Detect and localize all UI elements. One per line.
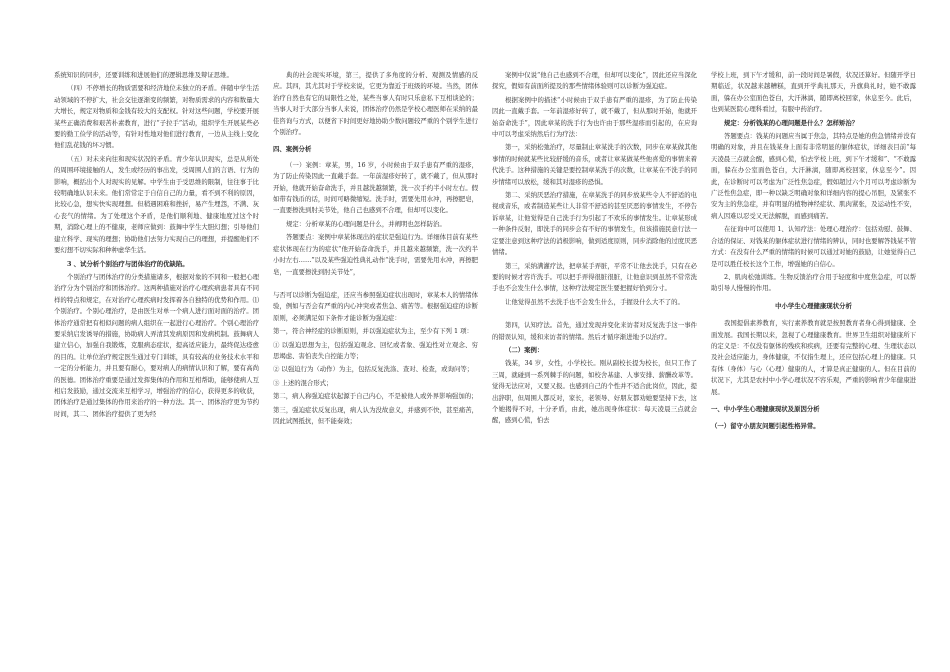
paragraph: 与否可以诊断为强迫症，还应当参照强迫症状出现时，章某本人的情绪体验，例如与否会有严重的内心冲突或者焦急、痛苦等。根据强迫症的诊断原则，必须满足如下条件才能诊断为强迫症： xyxy=(273,290,478,322)
paragraph: 规定：分析钱某的心理问题是什么？怎样矫治？ xyxy=(724,118,859,127)
column-3 xyxy=(492,70,697,632)
paragraph: ③ 上述的混合形式； xyxy=(273,378,333,387)
column-2 xyxy=(273,70,478,632)
paragraph: ② 以强迫行为（动作）为主，包括反复洗涤、查对、检查，或询问等； xyxy=(273,365,474,374)
column-container xyxy=(54,70,930,632)
section-heading: （一）留守小朋友问题引起性格异常。 xyxy=(711,422,820,431)
paragraph: （五）对未来向往和现实状况的矛盾。青少年认识现实，总是从所处的周围环境接触的人，发生或经历的事出发，受周围人们的言语、行为的影响，概括出个人对现实的见解。中学生由于受思维的限制，往往事于比较明确地认识未来。他们常常定于自信自己的力量，看不到不利的原因，比较心急，想实快实现理想。但稍遇困难和挫折，易产生埋怨，不满、灰心丧气的情绪。为了处理这个矛盾，是他们顺利地、健康地度过这个时期，消除心理上的不健康，老师应做到：鼓舞中学生大胆幻想；引导他们建立科学、现实的理想；协助他们去努力实现自己的理想，并提醒他们不要幻想不切实际和种种虚华生活。 xyxy=(54,154,259,255)
paragraph: 第二，病人称强迫症状起源于自己内心，不是被他人或外界影响强加的； xyxy=(273,392,478,401)
paragraph: 让他觉得虽然不去洗手也不会发生什么，手握设什么大不了的。 xyxy=(505,297,684,306)
paragraph: 钱某，34 岁，女性，小学校长。刚从副校长提为校长，但只工作了三周，就碰到一系列棘手的问题，如校舍基建、人事安排、薪酬改革等。觉得无法应对，又要又报。也感到自己的个性并不适合此岗位，因此，提出辞职，但周围人都反对，家长，老领导、好朋友都劝她要坚持下去，这个她揭得不对，十分矛盾，由此，她出现身体症状：每天凌晨三点就会醒，感到心慌，怕去 xyxy=(492,359,697,425)
paragraph: 第三，强迫症状反复出现，病人认为没故意义，并感到不快，甚至痛苦，因此试图抵抗，但不能奏效； xyxy=(273,405,478,425)
paragraph: 第一，符合神经症的诊断原则，并以强迫症状为主，至少有下列 1 项： xyxy=(273,327,473,336)
section-heading: 中小学生心理健康现状分析 xyxy=(775,301,852,310)
paragraph: 在征询中可以使用 1、认知疗法：处理心理治疗：包括劝慰、鼓舞、合适的保证、对钱某的躯体症状进行情绪的辨认，同时也要解答钱某不管方式：在没有什么严重的情绪的时候可以通过对她的鼓励，让她觉得自己是可以胜任校长这个工作，增强她的自信心。 xyxy=(711,225,916,268)
paragraph: 第三，采纳满灌疗法，把章某手弄脏，平常不让他去洗手，只有在必要的时候才容许洗手。可以把手弄得很脏很脏，让他意识到虽然不常常洗手也不会发生什么事情，这种疗法规定医生要把握好恰到分寸。 xyxy=(492,261,697,293)
paragraph: （一）案例：章某，男，16 岁，小时候由于双手患有严重的湿疹，为了防止传染因此一直戴手套。一年前湿疹好转了，就不戴了，但从那时开始，他就开始奋命洗手，并且越洗越频繁，洗一次手约半小时左右。假如带有钱币的话，时间可略微缩短。洗手时，需要先用水冲，再擦肥皂，一直要擦洗到肘关节处，他自己也感到不合理，但却可以变化。 xyxy=(273,160,478,215)
column-4 xyxy=(711,70,916,632)
column-1 xyxy=(54,70,259,632)
paragraph xyxy=(273,280,478,288)
paragraph: 学校上班，到下午才缓和，前一段时间是暑假，状况还算好。但随开学日期临近，状况越来越糟糕，直到开学典礼那天，升旗典礼时，她不敢露面，躲在办公室面色苍白，大汗淋漓，随即离校回家，休息至今。此后，也到某医院心理科看过，有服中药治疗。 xyxy=(711,71,916,114)
paragraph: 第二、采纳厌恶治疗措施，在章某洗手的同步放某些令人不舒适的电视或音乐，或者制造某些让人非常不舒适的甚至厌恶的事情发生，不停告诉章某，让他觉得是自己洗手行为引起了不欢乐的事情发生。让章某形成一种条件反射，即洗手的同步会有不好的事情发生，但该措施民意行法一定要注意到这种疗法的消极影响，做到适度原则，同步消除他的过度厌恶情绪。 xyxy=(492,191,697,257)
paragraph: 个别治疗与团体治疗的分类措施诸多，根据对象的不同和一般把心理治疗分为个别治疗和团体治疗。这两种措施对治疗心理疾病患者具有不同样的特点和规定，在对治疗心理疾病时发挥着各自独特的优势和作用。⑴个别治疗。个别心理治疗，是由医生对单一个病人进行面对面的治疗。团体治疗通常把有相似问题的病人组织在一起进行心理治疗。个别心理治疗要采纳启发诱导的措施，协助病人弄清其发病原因和发病机制。鼓舞病人建立信心，加强自我锻炼，克服病态症状，提高适应能力，最终促达痊愈的目的。让单位治疗规定医生通过专门训练，具有较高的业务技术水平和一定的分析能力，并且要有耐心，要对病人的病情认识和了解，要有高尚的医德。团体治疗重要是通过发挥集体的作用和互相帮助，能够使病人互相启发鼓励，通过交流来互相学习，增强治疗的信心，获得更多的收获，团体治疗是通过集体的作用来治疗的一种方法。其一、团体治疗更为节约时间，其二、团体治疗提供了更为经 xyxy=(54,272,259,418)
paragraph: ① 以强迫思想为主，包括强迫观念、回忆或者象、强迫性对立观念、穷思竭虑、害怕丧失自控能力等； xyxy=(273,340,478,360)
paragraph: 3 、试分析个别治疗与团体治疗的优缺陷。 xyxy=(67,259,189,268)
paragraph: 规定：分析章某的心理问题是什么，并阐明也怎样防治。 xyxy=(286,219,446,228)
paragraph: 答题要点：案例中章某体现出的症状是强迫行为。详细体目前有某些症状体现在行为的症状“他开始奋命洗手，并且越来越频繁，洗一次约半小时左右……”以及某些强迫性典礼动作“洗手时，需要先用水冲，再擦肥皂，一直要擦洗到肘关节处”， xyxy=(273,233,478,276)
paragraph: 根据案例中的描述“小时候由于双手患有严重的湿疹，为了防止传染因此一直戴手套。一年前湿疹好转了，就不戴了，但从那时开始，他就开始奋命洗手”，因此章某的洗手行为也许由于那些湿疹而引起的，在应询中可以考虑采纳然后行为疗法： xyxy=(492,95,697,139)
section-heading: 四、案例分析 xyxy=(273,145,312,154)
section-heading: 一、中小学生心理健康现状及原因分析 xyxy=(711,404,820,413)
paragraph: 第四，认知疗法。首先，通过发现并变化来访者对反复洗手这一事件的错误认知，缓和来访者的情绪。然后才循序渐进地予以治疗。 xyxy=(492,321,697,341)
paragraph: 案例中仅说“他自己也感到不合理，但却可以变化”，因此还应当深化探究，假如有前面所提及的那些情绪体验则可以诊断为强迫症。 xyxy=(492,71,697,91)
paragraph: 我国提倡素养教育，实行素养教育就是按照教育者身心得到健康、全面发展。我国长期以来，忽视了心理健康教育。世界卫生组织对健康所下的定义是：不仅没有躯体的残疾和疾病，还要有完整的心理、生理状态以及社会适应能力，身体健康，不仅指生理上，还应包括心理上的健康。只有体（身体）与心（心理）健康的人，才算是真正健康的人。但在目前的状况下，尤其是农村中小学心理状况不容乐观，严重的影响青少年健康进展。 xyxy=(711,319,916,396)
paragraph: （二）案例： xyxy=(505,345,544,354)
paragraph: 系统知识的同步，还要训练和进展他们的逻辑思维及辩证思维。 xyxy=(54,71,233,79)
paragraph xyxy=(492,310,697,318)
paragraph: 典的社会现实环境，第三，提供了多角度的分析、观测及情感的反应。其四，其尤其对于学校来说，它更为靠近于班级的环境。当然，团体治疗自然也有它的局限性之处，某些当事人有时只乐意私下互相谈论的；当事人对于大部分当事人来说，团体治疗仍然是学校心理医师在采纳的最佳咨询与方式，以便省下时间更好地协助少数问题较严重的个别学生进行个别治疗。 xyxy=(273,71,478,137)
paragraph: 答题要点：钱某的问题应当属于焦急，其特点是她的焦急情绪并没有明确的对象，并且在钱某身上面有非常明显的躯体症状，详细表目前“每天凌晨三点就会醒，感到心慌，怕去学校上班，到下午才缓和”、“不敢露面，躲在办公室面色苍白，大汗淋漓，随即离校回家，休息至今”。因此，在诊断时可以考虑为广泛性焦急症，假如超过六个月可以考虑诊断为广泛性焦急症，即一种以缺乏明确对象和详细内容的提心吊胆，及紧张不安为主的焦急症，并有明显的植物神经症状、肌肉紧张，及运动性不安，病人因难以忍受又无法解脱，而感到痛苦。 xyxy=(711,132,916,220)
paragraph: （四）不停增长的物质需要和经济地位未独立的矛盾。伴随中学生活动领域的不停扩大，社会交往逐渐变的频繁，对物质需求的内容和数量大大增长，规定对物质和金钱有较大的支配权。针对这些问题，学校要开展某些正确消费和艰苦朴素教育，进行“子拉手”活动，组织学生开展某些必要的勤工俭学的活动等，有针对性地对他们进行教育，一边从主线上变化他们乱花钱的坏习惯。 xyxy=(54,84,259,150)
paragraph: 第一，采纳松弛治疗，尽量制止章某洗手的次数，同步在章某做其他事情的时候就某些比较舒缓的音乐，或者让章某做某些他喜爱的事情来着代洗手。这种措施的关键是要控制章某洗手的次数，让章某在不洗手的同步情绪可以放松，缓和其对湿疹的恐惧。 xyxy=(492,143,697,186)
paragraph: 2、肌肉松弛训练。生物反馈治疗合用于轻度和中度焦急症，可以帮助引导人慢慢的作用。 xyxy=(711,272,916,293)
